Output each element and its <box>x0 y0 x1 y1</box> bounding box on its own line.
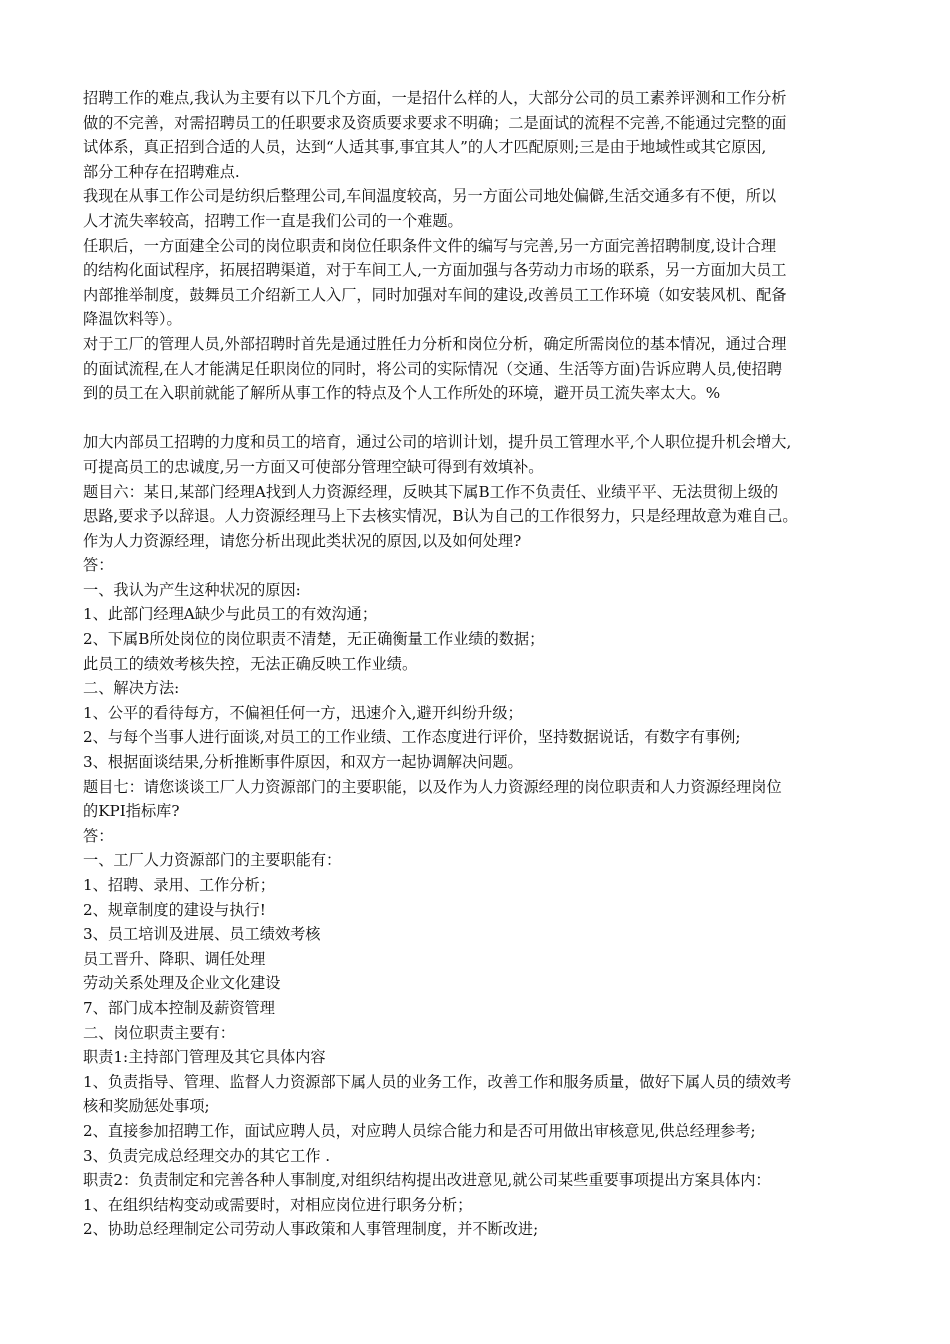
text-line: 我现在从事工作公司是纺织后整理公司,车间温度较高，另一方面公司地处偏僻,生活交通多有不便，所以 <box>83 187 777 206</box>
text-line: 做的不完善，对需招聘员工的任职要求及资质要求要求不明确；二是面试的流程不完善,不能通过完整的面 <box>83 113 787 132</box>
section-heading: 一、我认为产生这种状况的原因: <box>83 580 301 599</box>
list-item: 员工晋升、降职、调任处理 <box>83 949 266 968</box>
question-six-line: 题目六：某日,某部门经理A找到人力资源经理，反映其下属B工作不负责任、业绩平平、无法贯彻上级的 <box>83 482 779 501</box>
section-heading: 二、解决方法: <box>83 679 180 698</box>
text-line: 的面试流程,在人才能满足任职岗位的同时，将公司的实际情况（交通、生活等方面)告诉应聘人员,使招聘 <box>83 359 783 378</box>
text-line: 核和奖励惩处事项; <box>83 1097 210 1116</box>
list-item: 7、部门成本控制及薪资管理 <box>83 998 275 1017</box>
question-seven-line: 题目七：请您谈谈工厂人力资源部门的主要职能，以及作为人力资源经理的岗位职责和人力资源经理岗位 <box>83 777 782 796</box>
list-item: 1、在组织结构变动或需要时，对相应岗位进行职务分析； <box>83 1195 473 1214</box>
list-item: 3、员工培训及进展、员工绩效考核 <box>83 925 321 944</box>
text-line: 的KPI指标库? <box>83 802 180 821</box>
text-line: 人才流失率较高，招聘工作一直是我们公司的一个难题。 <box>83 211 463 230</box>
list-item: 3、负责完成总经理交办的其它工作 . <box>83 1146 331 1165</box>
list-item: 1、负责指导、管理、监督人力资源部下属人员的业务工作，改善工作和服务质量，做好下属人员的绩效考 <box>83 1072 792 1091</box>
list-item: 2、与每个当事人进行面谈,对员工的工作业绩、工作态度进行评价，坚持数据说话，有数字有事例; <box>83 728 741 747</box>
answer-label: 答： <box>83 556 114 575</box>
list-item: 1、公平的看待每方，不偏袒任何一方，迅速介入,避开纠纷升级； <box>83 703 523 722</box>
text-line: 加大内部员工招聘的力度和员工的培育，通过公司的培训计划，提升员工管理水平,个人职位提升机会增大, <box>83 433 792 452</box>
text-line: 对于工厂的管理人员,外部招聘时首先是通过胜任力分析和岗位分析，确定所需岗位的基本情况，通过合理 <box>83 334 787 353</box>
text-line: 内部推举制度，鼓舞员工介绍新工人入厂，同时加强对车间的建设,改善员工工作环境（如安装风机、配备 <box>83 285 787 304</box>
list-item: 1、招聘、录用、工作分析； <box>83 876 275 894</box>
list-item: 3、根据面谈结果,分析推断事件原因，和双方一起协调解决问题。 <box>83 753 523 772</box>
document-page <box>83 86 868 1242</box>
text-line: 试体系，真正招到合适的人员，达到“人适其事,事宜其人”的人才匹配原则;三是由于地域性或其它原因, <box>83 138 767 157</box>
text-line: 可提高员工的忠诚度,另一方面又可使部分管理空缺可得到有效填补。 <box>83 457 544 476</box>
text-line: 任职后，一方面建全公司的岗位职责和岗位任职条件文件的编写与完善,另一方面完善招聘制度,设计合理 <box>83 236 777 255</box>
text-line: 思路,要求予以辞退。人力资源经理马上下去核实情况，B认为自己的工作很努力，只是经理故意为难自己。 <box>83 507 798 526</box>
text-line: 降温饮料等）。 <box>83 310 182 329</box>
section-heading: 二、岗位职责主要有： <box>83 1023 235 1042</box>
section-heading: 一、工厂人力资源部门的主要职能有： <box>83 851 342 870</box>
answer-label: 答： <box>83 826 114 845</box>
list-item: 2、协助总经理制定公司劳动人事政策和人事管理制度，并不断改进; <box>83 1220 539 1239</box>
duty-heading: 职责2：负责制定和完善各种人事制度,对组织结构提出改进意见,就公司某些重要事项提出方案具体内： <box>83 1171 771 1190</box>
text-line: 的结构化面试程序，拓展招聘渠道，对于车间工人,一方面加强与各劳动力市场的联系，另一方面加大员工 <box>83 261 787 280</box>
text-line: 招聘工作的难点,我认为主要有以下几个方面，一是招什么样的人，大部分公司的员工素养评测和工作分析 <box>83 89 787 107</box>
list-item: 此员工的绩效考核失控，无法正确反映工作业绩。 <box>83 654 418 673</box>
list-item: 1、此部门经理A缺少与此员工的有效沟通； <box>83 605 378 624</box>
list-item: 2、直接参加招聘工作，面试应聘人员，对应聘人员综合能力和是否可用做出审核意见,供总经理参考; <box>83 1121 756 1140</box>
text-line: 到的员工在入职前就能了解所从事工作的特点及个人工作所处的环境，避开员工流失率太大。% <box>83 384 721 403</box>
duty-heading: 职责1:主持部门管理及其它具体内容 <box>83 1048 326 1067</box>
list-item: 劳动关系处理及企业文化建设 <box>83 974 281 993</box>
list-item: 2、下属B所处岗位的岗位职责不清楚，无正确衡量工作业绩的数据； <box>83 630 545 649</box>
text-line: 部分工种存在招聘难点. <box>83 162 240 181</box>
text-line: 作为人力资源经理，请您分析出现此类状况的原因,以及如何处理? <box>83 531 522 550</box>
blank-line <box>83 406 868 431</box>
list-item: 2、规章制度的建设与执行! <box>83 900 266 919</box>
